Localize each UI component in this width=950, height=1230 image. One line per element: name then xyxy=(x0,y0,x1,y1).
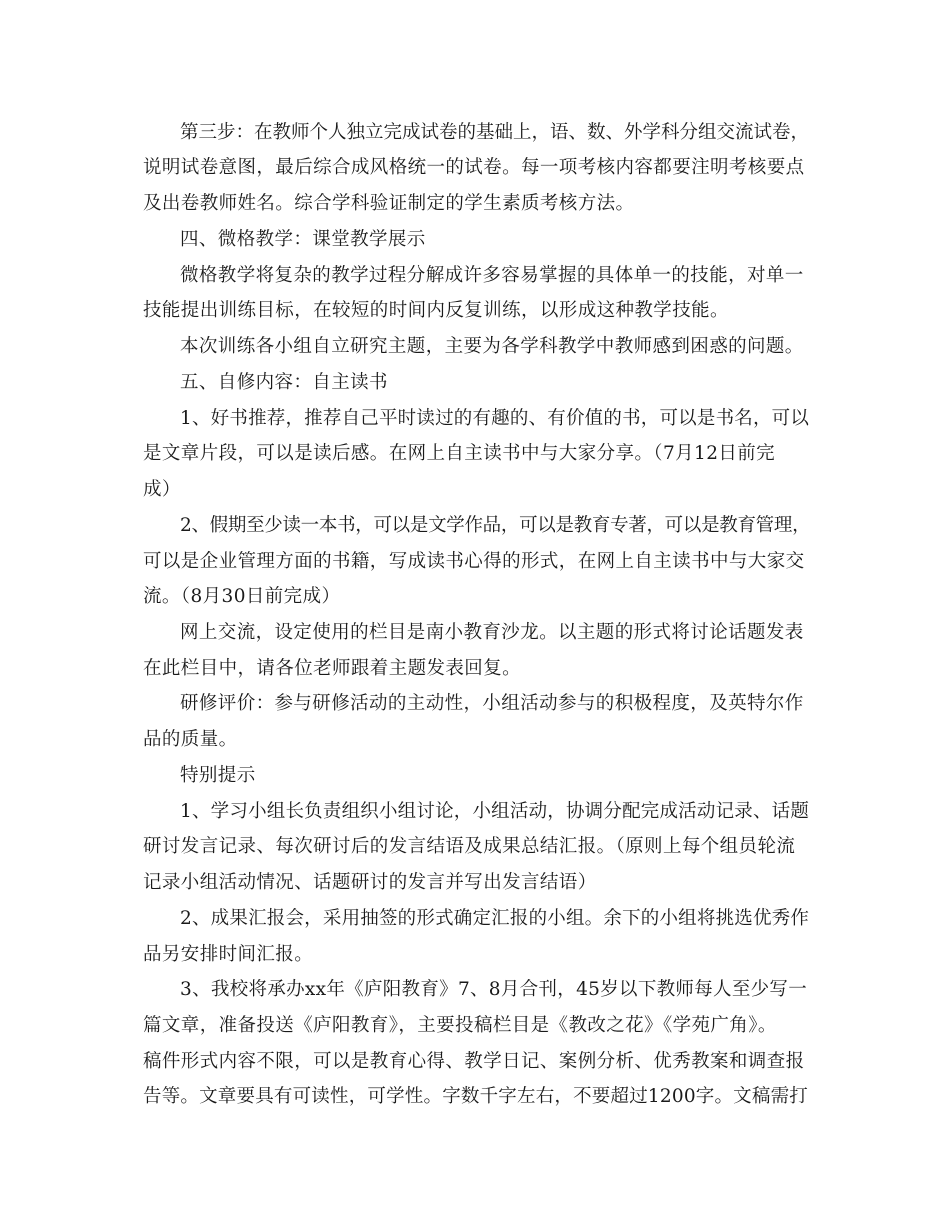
text-line: 2、成果汇报会，采用抽签的形式确定汇报的小组。余下的小组将挑选优秀作 xyxy=(180,908,810,929)
text-line: 本次训练各小组自立研究主题，主要为各学科教学中教师感到困惑的问题。 xyxy=(180,336,804,357)
text-line: 品的质量。 xyxy=(143,729,238,750)
text-line: 品另安排时间汇报。 xyxy=(143,944,314,965)
text-line: 告等。文章要具有可读性，可学性。字数千字左右，不要超过1200字。文稿需打 xyxy=(143,1086,808,1107)
text-line: 研讨发言记录、每次研讨后的发言结语及成果总结汇报。（原则上每个组员轮流 xyxy=(143,836,796,857)
text-line: 第三步：在教师个人独立完成试卷的基础上，语、数、外学科分组交流试卷， xyxy=(180,122,810,143)
section-heading: 特别提示 xyxy=(180,765,256,786)
text-line: 及出卷教师姓名。综合学科验证制定的学生素质考核方法。 xyxy=(143,193,635,214)
text-line: 可以是企业管理方面的书籍，写成读书心得的形式，在网上自主读书中与大家交 xyxy=(143,551,805,572)
text-line: 1、好书推荐，推荐自己平时读过的有趣的、有价值的书，可以是书名，可以 xyxy=(180,408,810,429)
text-line: 说明试卷意图，最后综合成风格统一的试卷。每一项考核内容都要注明考核要点 xyxy=(143,157,805,178)
text-line: 研修评价：参与研修活动的主动性，小组活动参与的积极程度，及英特尔作 xyxy=(180,693,804,714)
section-heading: 四、微格教学：课堂教学展示 xyxy=(180,229,426,250)
text-line: 3、我校将承办xx年《庐阳教育》7、8月合刊，45岁以下教师每人至少写一 xyxy=(180,979,808,1000)
text-line: 微格教学将复杂的教学过程分解成许多容易掌握的具体单一的技能，对单一 xyxy=(180,265,804,286)
text-line: 1、学习小组长负责组织小组讨论，小组活动，协调分配完成活动记录、话题 xyxy=(180,801,810,822)
text-line: 是文章片段，可以是读后感。在网上自主读书中与大家分享。（7月12日前完 xyxy=(143,443,776,464)
text-line: 2、假期至少读一本书，可以是文学作品，可以是教育专著，可以是教育管理， xyxy=(180,515,811,536)
text-line: 网上交流，设定使用的栏目是南小教育沙龙。以主题的形式将讨论话题发表 xyxy=(180,622,804,643)
text-line: 记录小组活动情况、话题研讨的发言并写出发言结语） xyxy=(143,872,597,893)
text-line: 篇文章，准备投送《庐阳教育》，主要投稿栏目是《教改之花》《学苑广角》。 xyxy=(143,1015,777,1036)
text-line: 在此栏目中，请各位老师跟着主题发表回复。 xyxy=(143,658,522,679)
text-line: 成） xyxy=(143,479,181,500)
section-heading: 五、自修内容：自主读书 xyxy=(180,372,388,393)
text-line: 稿件形式内容不限，可以是教育心得、教学日记、案例分析、优秀教案和调查报 xyxy=(143,1051,805,1072)
text-line: 流。（8月30日前完成） xyxy=(143,586,341,607)
text-line: 技能提出训练目标，在较短的时间内反复训练，以形成这种教学技能。 xyxy=(143,300,729,321)
